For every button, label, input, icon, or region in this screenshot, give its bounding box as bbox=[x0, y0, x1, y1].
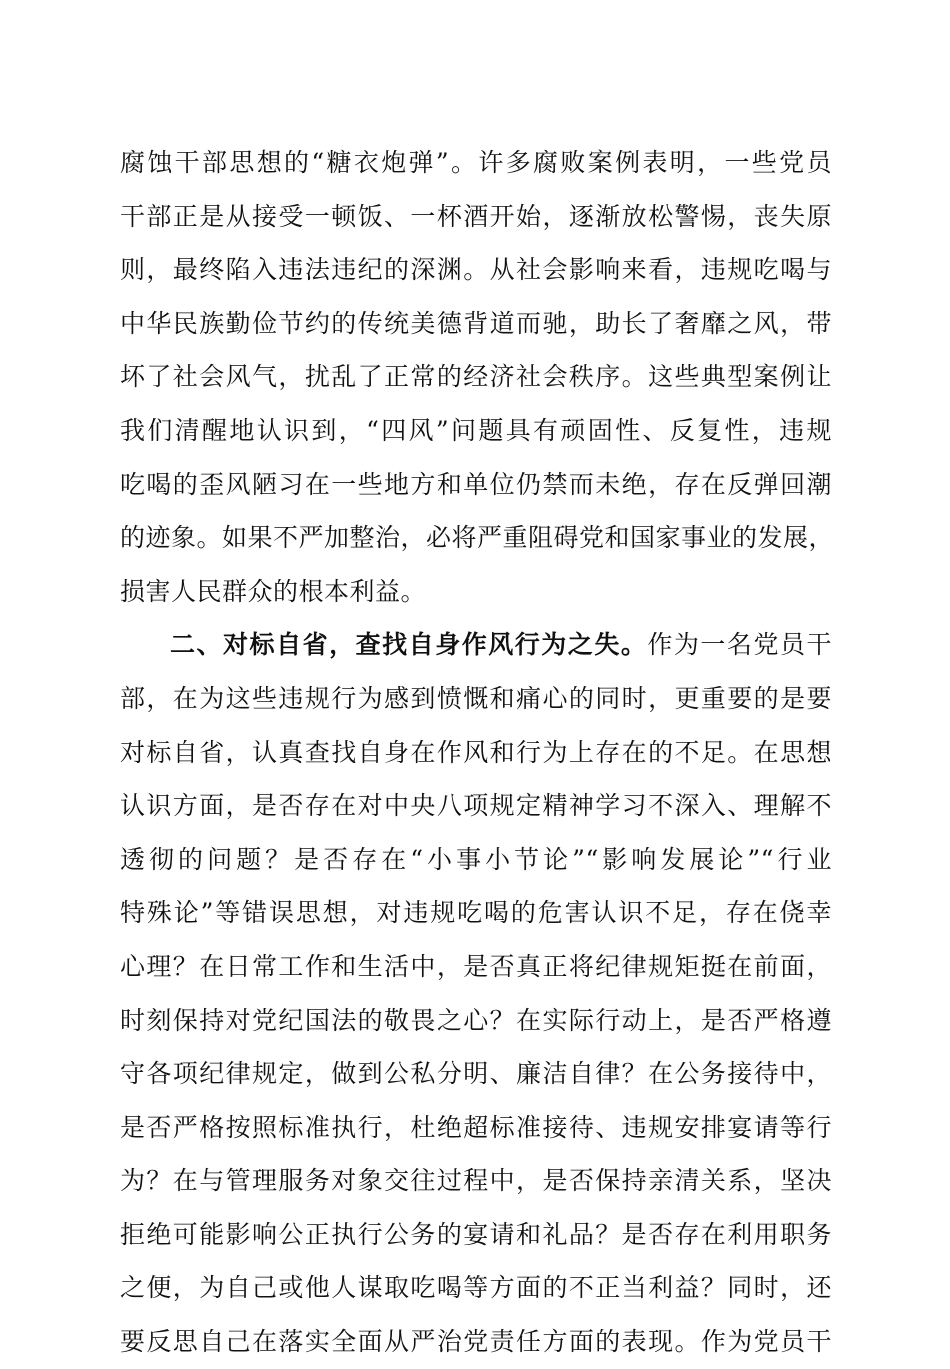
paragraph-2 bbox=[120, 618, 832, 1368]
text-line: 认识方面，是否存在对中央八项规定精神学习不深入、理解不 bbox=[120, 791, 832, 821]
heading-line-text: 作为一名党员干 bbox=[647, 630, 832, 660]
text-line: 心理？在日常工作和生活中，是否真正将纪律规矩挺在前面， bbox=[120, 951, 832, 981]
text-line: 之便，为自己或他人谋取吃喝等方面的不正当利益？同时，还 bbox=[120, 1273, 832, 1303]
paragraph-1 bbox=[120, 136, 835, 618]
text-line: 要反思自己在落实全面从严治党责任方面的表现。作为党员干 bbox=[120, 1327, 832, 1357]
text-line: 则，最终陷入违法违纪的深渊。从社会影响来看，违规吃喝与 bbox=[120, 255, 832, 285]
text-line: 中华民族勤俭节约的传统美德背道而驰，助长了奢靡之风，带 bbox=[120, 308, 832, 338]
section-heading: 二、对标自省，查找自身作风行为之失。 bbox=[170, 630, 648, 660]
text-line: 干部正是从接受一顿饭、一杯酒开始，逐渐放松警惕，丧失原 bbox=[120, 201, 832, 231]
document-body bbox=[120, 136, 835, 1369]
text-line: 吃喝的歪风陋习在一些地方和单位仍禁而未绝，存在反弹回潮 bbox=[120, 469, 832, 499]
text-line: 对标自省，认真查找自身在作风和行为上存在的不足。在思想 bbox=[120, 737, 832, 767]
text-line: 守各项纪律规定，做到公私分明、廉洁自律？在公务接待中， bbox=[120, 1059, 832, 1089]
text-line: 特殊论”等错误思想，对违规吃喝的危害认识不足，存在侥幸 bbox=[120, 898, 832, 928]
text-line: 我们清醒地认识到，“四风”问题具有顽固性、反复性，违规 bbox=[120, 415, 832, 445]
text-line: 的迹象。如果不严加整治，必将严重阻碍党和国家事业的发展， bbox=[120, 523, 835, 553]
text-line: 透彻的问题？是否存在“小事小节论”“影响发展论”“行业 bbox=[120, 844, 832, 874]
text-line: 部，在为这些违规行为感到愤慨和痛心的同时，更重要的是要 bbox=[120, 683, 832, 713]
text-line: 是否严格按照标准执行，杜绝超标准接待、违规安排宴请等行 bbox=[120, 1112, 832, 1142]
text-line: 拒绝可能影响公正执行公务的宴请和礼品？是否存在利用职务 bbox=[120, 1219, 832, 1249]
text-line: 损害人民群众的根本利益。 bbox=[120, 576, 427, 606]
text-line: 为？在与管理服务对象交往过程中，是否保持亲清关系，坚决 bbox=[120, 1166, 832, 1196]
text-line: 时刻保持对党纪国法的敬畏之心？在实际行动上，是否严格遵 bbox=[120, 1005, 832, 1035]
section-heading-line bbox=[120, 618, 832, 672]
text-line: 坏了社会风气，扰乱了正常的经济社会秩序。这些典型案例让 bbox=[120, 362, 832, 392]
text-line: 腐蚀干部思想的“糖衣炮弹”。许多腐败案例表明，一些党员 bbox=[120, 148, 832, 177]
